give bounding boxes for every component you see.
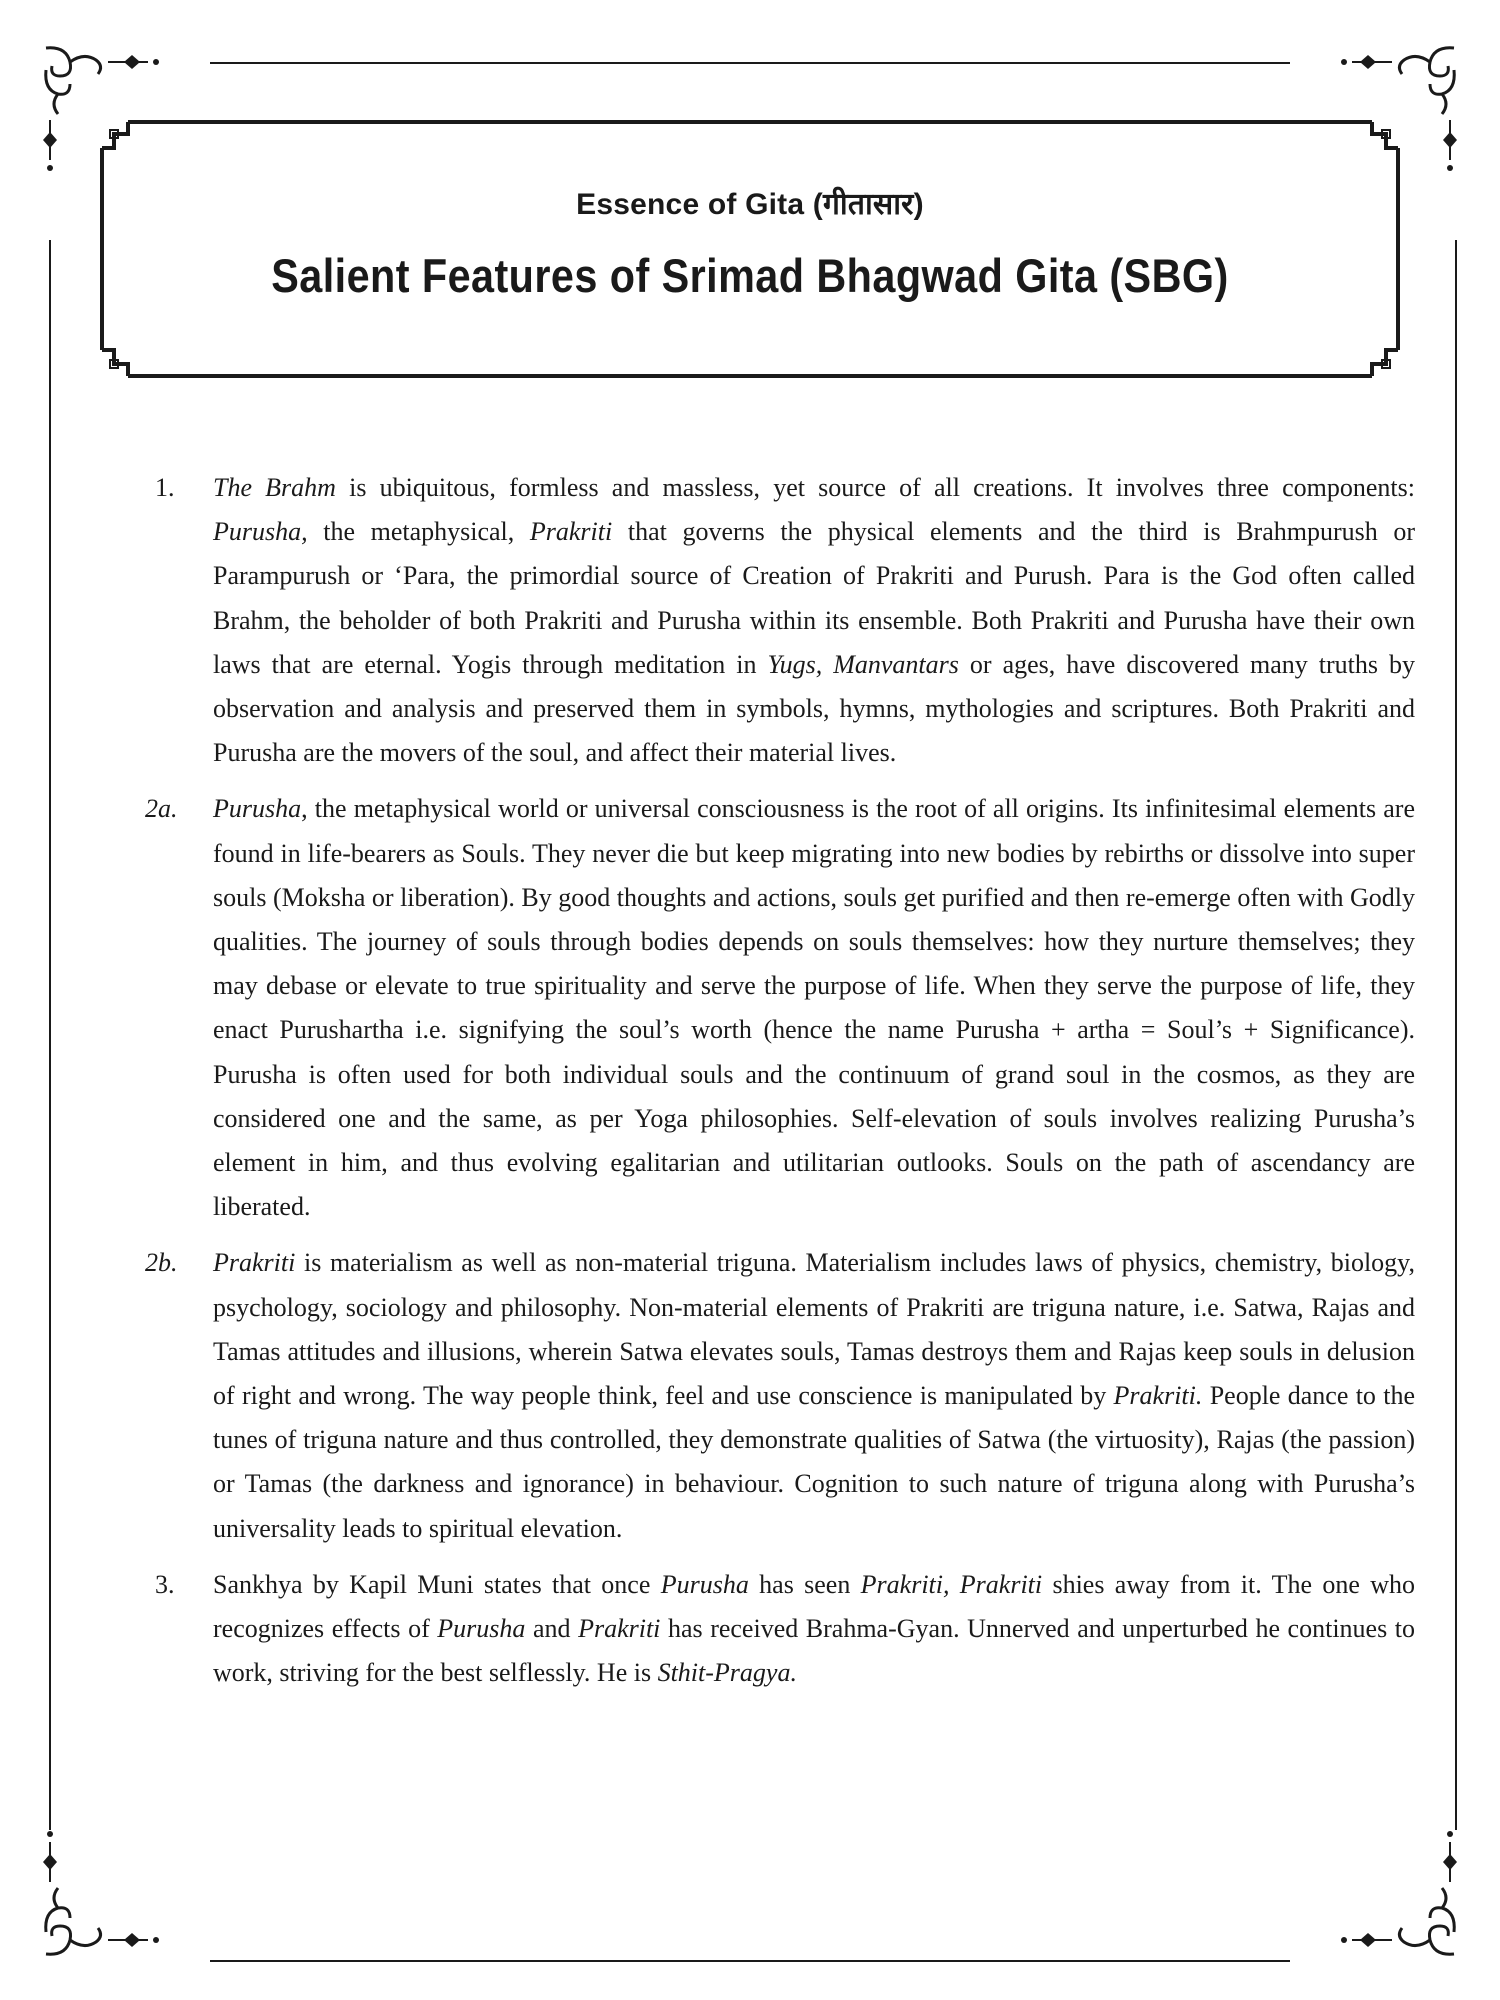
border-bottom-line xyxy=(210,1960,1290,1962)
item-number: 2a. xyxy=(145,794,178,824)
border-right-line xyxy=(1455,240,1457,1830)
body-text: and xyxy=(525,1614,579,1644)
feature-list xyxy=(145,466,1430,1707)
body-text: is materialism as well as non-material triguna. Materialism includes laws of physics, chemistry, biology, psychology, sociology and philosophy. Non-material elements of Prakriti are triguna nature, i.e. Satwa, Rajas and Tamas attitudes and illusions, wherein Satwa elevates souls, Tamas destroys them and Rajas keep souls in delusion of right and wrong. The way people think, feel and use conscience is manipulated by xyxy=(213,1248,1415,1411)
body-text: or ages, have discovered many truths by observation and analysis and preserved them in symbols, hymns, mythologies and scriptures. Both Prakriti and Purusha are the movers of the soul, and affect their material lives. xyxy=(213,649,1415,768)
emphasis-text: Purusha, xyxy=(213,517,308,547)
emphasis-text: Prakriti, Prakriti xyxy=(860,1569,1043,1599)
list-item xyxy=(145,787,1430,1229)
item-paragraph xyxy=(213,787,1430,1229)
emphasis-text: Purusha xyxy=(213,794,302,824)
emphasis-text: Prakriti xyxy=(578,1614,661,1644)
body-text: is ubiquitous, formless and massless, yet source of all creations. It involves three components: xyxy=(335,473,1415,502)
border-top-line xyxy=(210,62,1290,64)
list-item xyxy=(145,466,1430,775)
body-text: , the metaphysical world or universal consciousness is the root of all origins. Its infinitesimal elements are found in life-bearers as Souls. They never die but keep migrating into new bodies by rebirths or dissolve into super souls (Moksha or liberation). By good thoughts and actions, souls get purified and then re-emerge often with Godly qualities. The journey of souls through bodies depends on souls themselves: how they nurture themselves; they may debase or elevate to true spirituality and serve the purpose of life. When they serve the purpose of life, they enact Purushartha i.e. signifying the soul’s worth (hence the name Purusha + artha = Soul’s + Significance). Purusha is often used for both individual souls and the continuum of grand soul in the cosmos, as they are considered one and the same, as per Yoga philosophies. Self-elevation of souls involves realizing Purusha’s element in him, and thus evolving egalitarian and utilitarian outlooks. Souls on the path of ascendancy are liberated. xyxy=(213,794,1415,1222)
item-paragraph xyxy=(213,466,1430,775)
emphasis-text: Prakriti xyxy=(213,1248,296,1278)
corner-ornament-icon xyxy=(38,1762,238,1962)
item-number: 1. xyxy=(155,473,175,502)
list-item xyxy=(145,1241,1430,1550)
border-left-line xyxy=(49,240,51,1830)
item-number: 3. xyxy=(155,1569,175,1599)
body-text: Sankhya by Kapil Muni states that once xyxy=(213,1569,661,1599)
body-text: has seen xyxy=(748,1569,861,1599)
body-text: People dance to the tunes of triguna nature and thus controlled, they demonstrate qualities of Satwa (the virtuosity), Rajas (the passion) or Tamas (the darkness and ignorance) in behaviour. Cognition to such nature of triguna along with Purusha’s universality leads to spiritual elevation. xyxy=(213,1381,1415,1543)
corner-ornament-icon xyxy=(1262,1762,1462,1962)
title-box xyxy=(100,120,1400,378)
item-paragraph xyxy=(213,1241,1430,1550)
emphasis-text: Prakriti. xyxy=(1113,1381,1203,1411)
item-paragraph xyxy=(213,1563,1430,1696)
page-title: Salient Features of Srimad Bhagwad Gita (SBG) xyxy=(271,249,1229,302)
emphasis-text: Yugs, Manvantars xyxy=(767,649,959,679)
body-text: shies away from it. The one who recognizes effects of xyxy=(213,1569,1415,1644)
body-text: that governs the physical elements and the third is Brahmpurush or Parampurush or ‘Para, the primordial source of Creation of Prakriti and Purush. Para is the God often called Brahm, the beholder of both Prakriti and Purusha within its ensemble. Both Prakriti and Purusha have their own laws that are eternal. Yogis through meditation in xyxy=(213,517,1415,679)
item-number: 2b. xyxy=(145,1248,178,1278)
list-item xyxy=(145,1563,1430,1696)
emphasis-text: The Brahm xyxy=(213,473,336,502)
emphasis-text: Prakriti xyxy=(529,517,613,547)
emphasis-text: Purusha xyxy=(660,1569,749,1599)
body-text: the metaphysical, xyxy=(307,517,530,547)
body-text: has received Brahma-Gyan. Unnerved and unperturbed he continues to work, striving for the best selflessly. He is xyxy=(213,1614,1415,1688)
emphasis-text: Sthit-Pragya. xyxy=(657,1658,797,1688)
page-subtitle: Essence of Gita (गीतासार) xyxy=(576,188,924,221)
emphasis-text: Purusha xyxy=(437,1614,526,1644)
